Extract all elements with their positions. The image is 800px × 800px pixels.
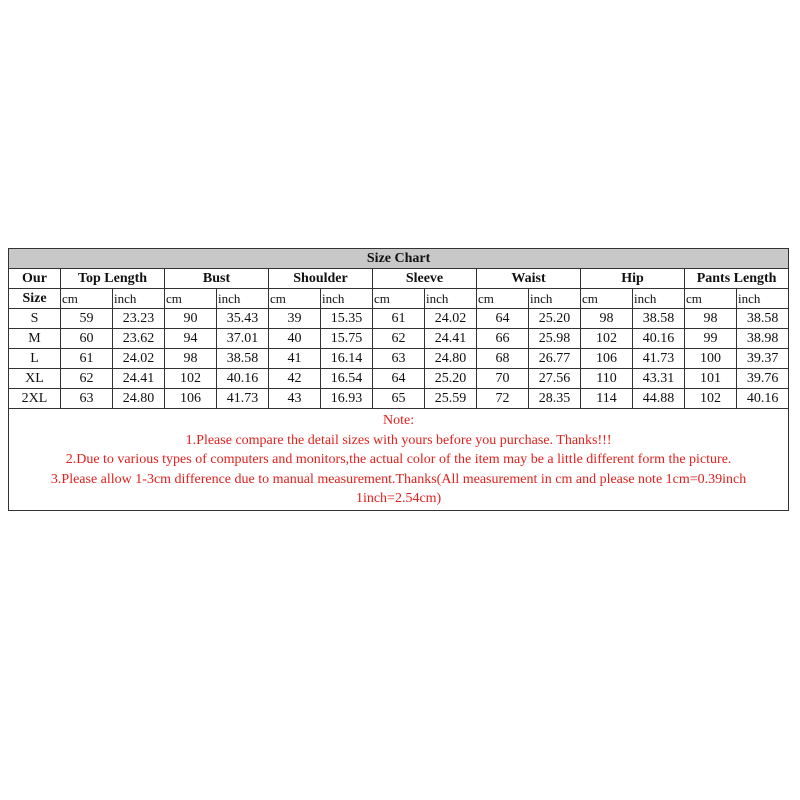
measurement-cell: 41.73 [217, 389, 269, 409]
measurement-cell: 38.58 [737, 309, 789, 329]
measurement-cell: 65 [373, 389, 425, 409]
measurement-cell: 25.20 [529, 309, 581, 329]
measurement-cell: 68 [477, 349, 529, 369]
unit-header: cm [477, 289, 529, 309]
size-label: 2XL [9, 389, 61, 409]
measurement-cell: 102 [685, 389, 737, 409]
note-heading: Note: [383, 413, 415, 428]
group-header: Bust [165, 269, 269, 289]
measurement-cell: 59 [61, 309, 113, 329]
measurement-cell: 16.54 [321, 369, 373, 389]
measurement-cell: 24.41 [113, 369, 165, 389]
measurement-cell: 61 [61, 349, 113, 369]
note-line-1: 1.Please compare the detail sizes with yours before you purchase. Thanks!!! [185, 432, 612, 448]
group-header: Shoulder [269, 269, 373, 289]
measurement-cell: 61 [373, 309, 425, 329]
measurement-cell: 94 [165, 329, 217, 349]
group-header: Hip [581, 269, 685, 289]
measurement-cell: 114 [581, 389, 633, 409]
group-header: Top Length [61, 269, 165, 289]
size-rows [9, 309, 789, 409]
measurement-cell: 70 [477, 369, 529, 389]
notes-row [9, 409, 789, 511]
measurement-cell: 24.02 [113, 349, 165, 369]
unit-header: inch [217, 289, 269, 309]
unit-header: inch [113, 289, 165, 309]
size-label: L [9, 349, 61, 369]
measurement-cell: 16.93 [321, 389, 373, 409]
unit-header: cm [685, 289, 737, 309]
measurement-cell: 38.98 [737, 329, 789, 349]
measurement-cell: 90 [165, 309, 217, 329]
measurement-cell: 24.41 [425, 329, 477, 349]
measurement-cell: 64 [373, 369, 425, 389]
table-row [9, 389, 789, 409]
measurement-cell: 98 [581, 309, 633, 329]
table-row [9, 329, 789, 349]
measurement-cell: 24.80 [425, 349, 477, 369]
size-header-our: Our [9, 269, 61, 289]
measurement-cell: 41.73 [633, 349, 685, 369]
measurement-cell: 15.75 [321, 329, 373, 349]
measurement-cell: 99 [685, 329, 737, 349]
measurement-cell: 106 [581, 349, 633, 369]
measurement-cell: 63 [373, 349, 425, 369]
measurement-cell: 24.02 [425, 309, 477, 329]
table-row [9, 309, 789, 329]
measurement-cell: 28.35 [529, 389, 581, 409]
measurement-cell: 16.14 [321, 349, 373, 369]
note-line-2: 2.Due to various types of computers and monitors,the actual color of the item may be a little different form the picture. [65, 452, 732, 467]
measurement-cell: 15.35 [321, 309, 373, 329]
measurement-cell: 44.88 [633, 389, 685, 409]
measurement-cell: 102 [165, 369, 217, 389]
measurement-cell: 42 [269, 369, 321, 389]
measurement-cell: 100 [685, 349, 737, 369]
measurement-cell: 62 [373, 329, 425, 349]
measurement-cell: 35.43 [217, 309, 269, 329]
unit-header-row [9, 289, 789, 309]
unit-header: cm [165, 289, 217, 309]
measurement-cell: 43 [269, 389, 321, 409]
measurement-cell: 102 [581, 329, 633, 349]
measurement-cell: 98 [165, 349, 217, 369]
measurement-cell: 63 [61, 389, 113, 409]
unit-header: inch [737, 289, 789, 309]
size-label: S [9, 309, 61, 329]
measurement-cell: 38.58 [633, 309, 685, 329]
chart-title: Size Chart [9, 249, 789, 269]
unit-header: inch [529, 289, 581, 309]
unit-header: inch [321, 289, 373, 309]
table-row [9, 369, 789, 389]
size-chart-table [8, 248, 789, 511]
measurement-cell: 23.23 [113, 309, 165, 329]
measurement-cell: 37.01 [217, 329, 269, 349]
measurement-cell: 62 [61, 369, 113, 389]
group-header: Waist [477, 269, 581, 289]
measurement-cell: 39.76 [737, 369, 789, 389]
measurement-cell: 38.58 [217, 349, 269, 369]
measurement-cell: 24.80 [113, 389, 165, 409]
measurement-cell: 40 [269, 329, 321, 349]
measurement-cell: 43.31 [633, 369, 685, 389]
measurement-cell: 23.62 [113, 329, 165, 349]
measurement-cell: 25.98 [529, 329, 581, 349]
note-line-3: 3.Please allow 1-3cm difference due to manual measurement.Thanks(All measurement in cm and please note 1cm=0.39inch 1inch=2.54cm) [50, 471, 747, 506]
group-header-row [9, 269, 789, 289]
size-label: XL [9, 369, 61, 389]
measurement-cell: 40.16 [633, 329, 685, 349]
unit-header: cm [581, 289, 633, 309]
unit-header: inch [633, 289, 685, 309]
title-row [9, 249, 789, 269]
measurement-cell: 72 [477, 389, 529, 409]
unit-header: cm [269, 289, 321, 309]
measurement-cell: 40.16 [217, 369, 269, 389]
measurement-cell: 39 [269, 309, 321, 329]
measurement-cell: 41 [269, 349, 321, 369]
measurement-cell: 25.20 [425, 369, 477, 389]
measurement-cell: 66 [477, 329, 529, 349]
unit-header: inch [425, 289, 477, 309]
unit-header: cm [61, 289, 113, 309]
measurement-cell: 40.16 [737, 389, 789, 409]
group-header: Sleeve [373, 269, 477, 289]
notes-section [9, 409, 789, 511]
group-header: Pants Length [685, 269, 789, 289]
measurement-cell: 101 [685, 369, 737, 389]
measurement-cell: 98 [685, 309, 737, 329]
size-header-size: Size [9, 289, 61, 309]
measurement-cell: 39.37 [737, 349, 789, 369]
measurement-cell: 110 [581, 369, 633, 389]
unit-header: cm [373, 289, 425, 309]
measurement-cell: 64 [477, 309, 529, 329]
measurement-cell: 25.59 [425, 389, 477, 409]
measurement-cell: 106 [165, 389, 217, 409]
measurement-cell: 26.77 [529, 349, 581, 369]
table-row [9, 349, 789, 369]
measurement-cell: 60 [61, 329, 113, 349]
measurement-cell: 27.56 [529, 369, 581, 389]
size-label: M [9, 329, 61, 349]
